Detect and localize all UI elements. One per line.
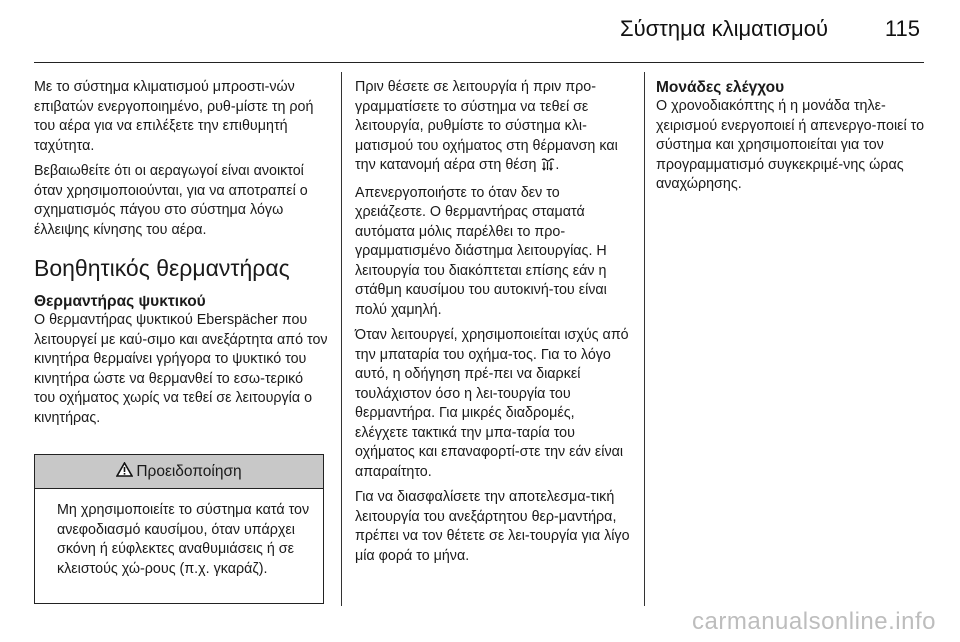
header-divider bbox=[34, 62, 924, 63]
page-header bbox=[0, 0, 960, 64]
warning-header bbox=[35, 455, 323, 489]
page-number: 115 bbox=[884, 16, 920, 41]
paragraph: Για να διασφαλίσετε την αποτελεσμα-τική λειτουργία του ανεξάρτητου θερ-μαντήρα, πρέπει να τον θέτετε σε λει-τουργία για λίγο μία φορά το μήνα. bbox=[355, 489, 630, 564]
paragraph: Βεβαιωθείτε ότι οι αεραγωγοί είναι ανοικτοί όταν χρησιμοποιούνται, για να αποτραπεί ο σχηματισμός πάγου στο σύστημα λόγω έλλειψης κίνησης του αέρα. bbox=[34, 163, 308, 238]
paragraph-text: Πριν θέσετε σε λειτουργία ή πριν προ-γραμματίσετε το σύστημα να τεθεί σε λειτουργία, ρυθμίστε το σύστημα κλι-ματισμού του οχήματος στη θέρμανση και την κατανομή αέρα στη θέση bbox=[355, 79, 618, 173]
column-2 bbox=[355, 78, 630, 572]
column-3 bbox=[656, 78, 930, 201]
paragraph: Όταν λειτουργεί, χρησιμοποιείται ισχύς από την μπαταρία του οχήμα-τος. Για το λόγο αυτό, η οδήγηση πρέ-πει να διαρκεί τουλάχιστον όσο η λει-τουργία του θερμαντήρα. Για μικρές διαδρομές, ελέγχετε τακτικά την μπα-ταρία του οχήματος και επαναφορτί-στε την εάν είναι απαραίτητο. bbox=[355, 327, 629, 480]
watermark: carmanualsonline.info bbox=[692, 608, 936, 635]
column-1 bbox=[34, 78, 328, 434]
warning-text: Μη χρησιμοποιείτε το σύστημα κατά τον ανεφοδιασμό καυσίμου, όταν υπάρχει σκόνη ή εύφλεκτες αναθυμιάσεις ή σε κλειστούς χώ-ρους (π.χ. γκαράζ). bbox=[57, 502, 310, 577]
warning-box bbox=[34, 454, 324, 604]
paragraph: Απενεργοποιήστε το όταν δεν το χρειάζεστε. Ο θερμαντήρας σταματά αυτόματα μόλις παρέλθει το προ-γραμματισμένο διάστημα λειτουργίας. Η λειτουργία του διακόπτεται επίσης εάν η στάθμη καυσίμου του αυτοκινή-του είναι πολύ χαμηλή. bbox=[355, 184, 607, 318]
defrost-airflow-icon bbox=[540, 157, 555, 178]
paragraph: Ο θερμαντήρας ψυκτικού Eberspächer που λειτουργεί με καύ-σιμο και ανεξάρτητα από τον κινητήρα θερμαίνει γρήγορα το ψυκτικό του κινητήρα ώστε να θερμανθεί το εσω-τερικό του οχήματος χωρίς να τεθεί σε λειτουργία ο κινητήρας. bbox=[34, 312, 328, 426]
subsection-heading: Μονάδες ελέγχου bbox=[656, 79, 785, 96]
paragraph: Με το σύστημα κλιματισμού μπροστι-νών επιβατών ενεργοποιημένο, ρυθ-μίστε τη ροή του αέρα για να επιλέξετε την επιθυμητή ταχύτητα. bbox=[34, 79, 314, 154]
page-title: Σύστημα κλιματισμού bbox=[619, 16, 828, 41]
warning-triangle-icon bbox=[116, 462, 133, 482]
warning-title: Προειδοποίηση bbox=[136, 462, 242, 480]
paragraph-end: . bbox=[555, 157, 560, 173]
column-divider bbox=[341, 72, 342, 606]
paragraph bbox=[355, 78, 630, 178]
column-divider bbox=[644, 72, 645, 606]
section-heading: Βοηθητικός θερμαντήρας bbox=[34, 255, 290, 281]
subsection-heading: Θερμαντήρας ψυκτικού bbox=[34, 293, 206, 310]
paragraph: Ο χρονοδιακόπτης ή η μονάδα τηλε-χειρισμού ενεργοποιεί ή απενεργο-ποιεί το σύστημα και χρησιμοποιείται για τον προγραμματισμό συγκεκριμέ-νης ώρας αναχώρησης. bbox=[656, 98, 925, 192]
